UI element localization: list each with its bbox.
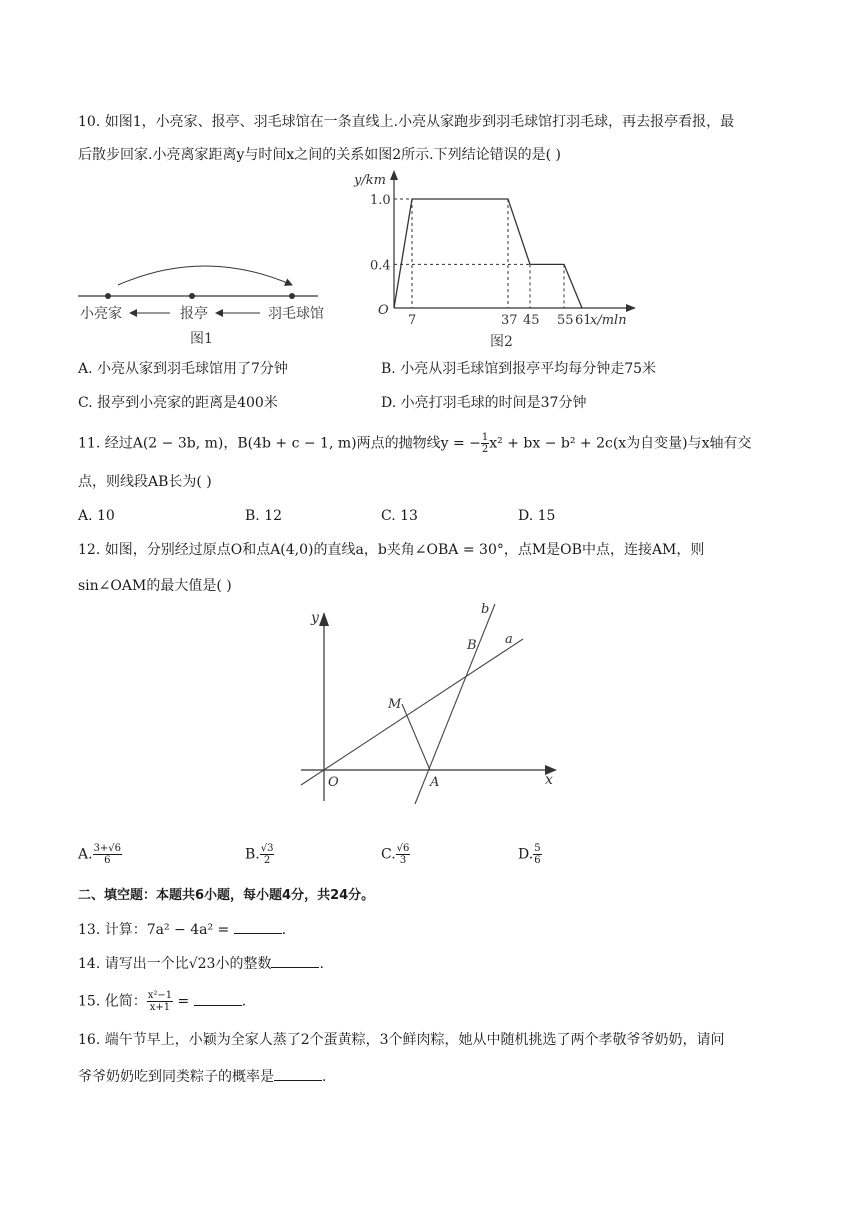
q12-option-b[interactable]: B. $\frac{√3}{2}$ bbox=[245, 843, 274, 866]
q16-line2: 爷爷奶奶吃到同类粽子的概率是 . bbox=[78, 1066, 326, 1087]
q15-answer-blank[interactable] bbox=[194, 991, 242, 1006]
svg-text:a: a bbox=[505, 632, 513, 647]
q11-option-d[interactable]: D. 15 bbox=[518, 508, 556, 524]
q11-line1 bbox=[78, 432, 752, 455]
svg-text:A: A bbox=[430, 775, 440, 790]
fig2-x-arrow bbox=[626, 304, 636, 312]
fig1-caption: 图1 bbox=[190, 331, 213, 347]
q11-line2: 点，则线段AB长为( ) bbox=[78, 474, 212, 490]
q10-figure2-chart bbox=[350, 166, 650, 350]
q13: 13. 计算：7a² − 4a² = . bbox=[78, 919, 286, 940]
q11-option-a[interactable]: A. 10 bbox=[78, 508, 115, 524]
q10-line1: 10. 如图1，小亮家、报亭、羽毛球馆在一条直线上.小亮从家跑步到羽毛球馆打羽毛球，再去报亭看报，最 bbox=[78, 114, 735, 130]
svg-text:b: b bbox=[481, 602, 490, 617]
q11-line1-start: 11. 经过A(2 − 3b, m)，B(4b + c − 1, m)两点的抛物线y = − bbox=[78, 435, 481, 452]
q11-fraction: $\frac{1}{2}$ bbox=[481, 432, 489, 455]
fig2-xtick-61: 61 bbox=[575, 313, 592, 328]
fig2-origin: O bbox=[378, 303, 389, 318]
fig2-xtick-45: 45 bbox=[523, 313, 540, 328]
svg-text:M: M bbox=[388, 697, 402, 712]
fig2-ytick-0.4: 0.4 bbox=[370, 258, 391, 274]
svg-text:B: B bbox=[467, 638, 477, 653]
q11-line1-rest: x² + bx − b² + 2c(x为自变量)与x轴有交 bbox=[489, 435, 752, 452]
fig2-series-line bbox=[394, 199, 582, 308]
q10-line2: 后散步回家.小亮离家距离y与时间x之间的关系如图2所示.下列结论错误的是( ) bbox=[78, 147, 561, 163]
fig1-kiosk: 报亭 bbox=[180, 306, 208, 322]
q16-answer-blank[interactable] bbox=[274, 1066, 322, 1081]
q12-line2: sin∠OAM的最大值是( ) bbox=[78, 578, 232, 594]
fig2-xtick-7: 7 bbox=[408, 313, 417, 328]
q12-option-d[interactable]: D. $\frac{5}{6}$ bbox=[518, 843, 541, 866]
q16-line1: 16. 端午节早上，小颖为全家人蒸了2个蛋黄粽，3个鲜肉粽，她从中随机挑选了两个孝敬爷爷奶奶，请问 bbox=[78, 1032, 725, 1048]
q12-line1: 12. 如图，分别经过原点O和点A(4,0)的直线a，b夹角∠OBA = 30°，点M是OB中点，连接AM，则 bbox=[78, 542, 705, 558]
q13-answer-blank[interactable] bbox=[234, 919, 282, 934]
q11-option-c[interactable]: C. 13 bbox=[381, 508, 418, 524]
q14-answer-blank[interactable] bbox=[271, 953, 319, 968]
q10-option-c[interactable]: C. 报亭到小亮家的距离是400米 bbox=[78, 395, 278, 411]
q11-option-b[interactable]: B. 12 bbox=[245, 508, 283, 524]
svg-text:O: O bbox=[328, 775, 339, 790]
q10-figure1 bbox=[70, 255, 350, 350]
fig2-xlabel: x/mln bbox=[590, 313, 627, 328]
fig2-xtick-37: 37 bbox=[501, 313, 518, 328]
fig2-ylabel: y/km bbox=[354, 173, 386, 188]
q12-figure bbox=[295, 598, 565, 830]
q12-option-c[interactable]: C. $\frac{√6}{3}$ bbox=[381, 843, 410, 866]
fig2-caption: 图2 bbox=[490, 334, 513, 350]
q10-option-b[interactable]: B. 小亮从羽毛球馆到报亭平均每分钟走75米 bbox=[381, 361, 657, 377]
svg-text:y: y bbox=[311, 610, 319, 626]
q14: 14. 请写出一个比√23小的整数 . bbox=[78, 953, 324, 974]
fig2-xtick-55: 55 bbox=[557, 313, 574, 328]
fig2-ytick-1.0: 1.0 bbox=[370, 193, 391, 208]
fig1-gym: 羽毛球馆 bbox=[268, 306, 324, 322]
fig2-y-arrow bbox=[390, 170, 398, 180]
q10-option-a[interactable]: A. 小亮从家到羽毛球馆用了7分钟 bbox=[78, 361, 288, 377]
q12-option-a[interactable]: A. $\frac{3+√6}{6}$ bbox=[78, 843, 122, 866]
svg-text:x: x bbox=[545, 772, 553, 788]
fig1-home: 小亮家 bbox=[80, 306, 122, 322]
section-2-heading: 二、填空题：本题共6小题，每小题4分，共24分。 bbox=[78, 888, 375, 903]
q10-option-d[interactable]: D. 小亮打羽毛球的时间是37分钟 bbox=[381, 395, 587, 411]
q15: 15. 化简： $\frac{\text{x²−1}}{x+1}$ = . bbox=[78, 990, 247, 1013]
